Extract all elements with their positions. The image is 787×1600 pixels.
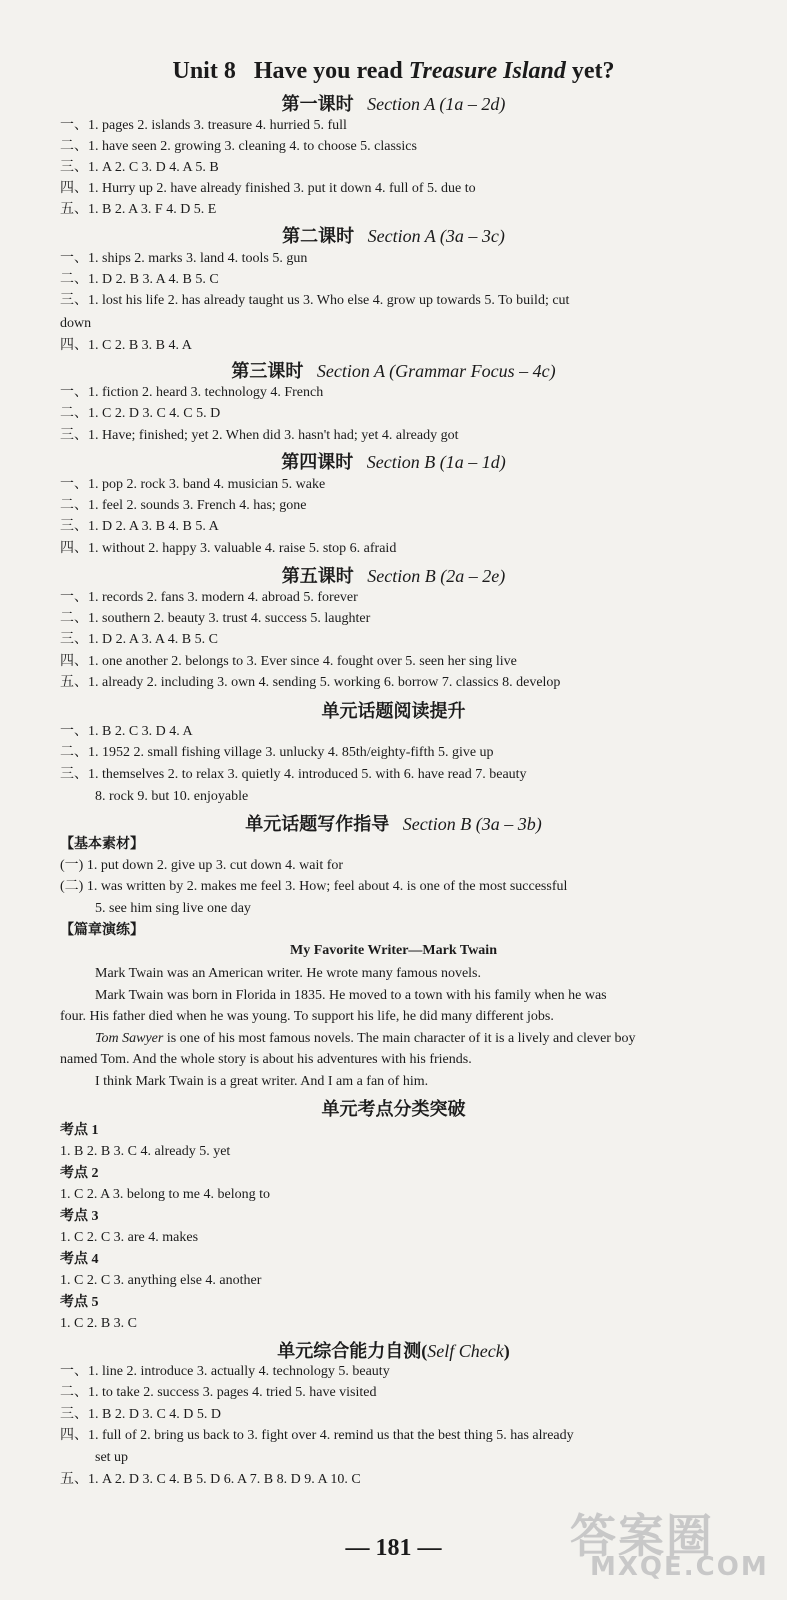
answer-line: 二、1. have seen 2. growing 3. cleaning 4. to choose 5. classics bbox=[60, 139, 417, 154]
answer-line: 三、1. D 2. A 3. B 4. B 5. A bbox=[60, 519, 219, 534]
page-number: — 181 — bbox=[345, 1535, 442, 1561]
kaodian-label: 考点 3 bbox=[60, 1209, 99, 1224]
answer-line: 一、1. records 2. fans 3. modern 4. abroad 5. forever bbox=[60, 590, 358, 605]
answer-line: 四、1. C 2. B 3. B 4. A bbox=[60, 338, 192, 353]
answer-line: (一) 1. put down 2. give up 3. cut down 4. wait for bbox=[60, 858, 344, 873]
answer-line: down bbox=[60, 316, 92, 331]
answer-line: 二、1. 1952 2. small fishing village 3. unlucky 4. 85th/eighty-fifth 5. give up bbox=[60, 745, 494, 760]
title-tail: yet? bbox=[571, 58, 615, 84]
section-cn: 第三课时 bbox=[231, 361, 304, 381]
section-cn: 第四课时 bbox=[281, 452, 354, 472]
answer-line: 1. C 2. C 3. anything else 4. another bbox=[60, 1273, 262, 1288]
essay-paragraph: named Tom. And the whole story is about his adventures with his friends. bbox=[60, 1052, 472, 1067]
answer-line: 四、1. Hurry up 2. have already finished 3. put it down 4. full of 5. due to bbox=[60, 181, 476, 196]
section-en: Section A (Grammar Focus – 4c) bbox=[316, 361, 556, 381]
answer-line: 三、1. D 2. A 3. A 4. B 5. C bbox=[60, 632, 218, 647]
answer-line: 二、1. to take 2. success 3. pages 4. tried 5. have visited bbox=[60, 1385, 377, 1400]
answer-line: 三、1. A 2. C 3. D 4. A 5. B bbox=[60, 160, 219, 175]
watermark-logo bbox=[570, 1500, 770, 1580]
title-text: Have you read bbox=[253, 58, 403, 84]
answer-line: 一、1. fiction 2. heard 3. technology 4. French bbox=[60, 385, 324, 400]
section-cn: 单元综合能力自测( bbox=[277, 1341, 428, 1361]
section-heading-4 bbox=[0, 448, 787, 474]
section-en: Section A (3a – 3c) bbox=[367, 226, 505, 246]
section-heading-7 bbox=[0, 810, 787, 836]
essay-paragraph bbox=[95, 1029, 785, 1048]
answer-line: 三、1. B 2. D 3. C 4. D 5. D bbox=[60, 1407, 222, 1422]
section-heading-2 bbox=[0, 222, 787, 248]
answer-line: 三、1. lost his life 2. has already taught us 3. Who else 4. grow up towards 5. To build; cut bbox=[60, 293, 570, 308]
section-en: Section B (3a – 3b) bbox=[402, 814, 542, 834]
answer-line: 5. see him sing live one day bbox=[95, 901, 251, 916]
section-cn: 第二课时 bbox=[282, 226, 355, 246]
section-heading-6 bbox=[0, 697, 787, 723]
section-close: ) bbox=[503, 1341, 510, 1361]
section-en: Section A (1a – 2d) bbox=[367, 94, 506, 114]
watermark-top: 答案圈 bbox=[570, 1509, 714, 1563]
answer-line: 一、1. pop 2. rock 3. band 4. musician 5. wake bbox=[60, 477, 326, 492]
book-title: Tom Sawyer bbox=[95, 1031, 164, 1046]
answer-line: 二、1. C 2. D 3. C 4. C 5. D bbox=[60, 406, 221, 421]
answer-line: 一、1. line 2. introduce 3. actually 4. technology 5. beauty bbox=[60, 1364, 390, 1379]
essay-paragraph: Mark Twain was an American writer. He wrote many famous novels. bbox=[95, 966, 481, 981]
section-cn: 第五课时 bbox=[281, 566, 354, 586]
answer-line: 8. rock 9. but 10. enjoyable bbox=[95, 789, 249, 804]
answer-line: 1. C 2. B 3. C bbox=[60, 1316, 138, 1331]
title-book: Treasure Island bbox=[408, 58, 566, 84]
answer-line: 1. B 2. B 3. C 4. already 5. yet bbox=[60, 1144, 231, 1159]
section-heading-5 bbox=[0, 562, 787, 588]
answer-line: 五、1. B 2. A 3. F 4. D 5. E bbox=[60, 202, 217, 217]
section-heading-8 bbox=[0, 1095, 787, 1121]
answer-line: 四、1. without 2. happy 3. valuable 4. raise 5. stop 6. afraid bbox=[60, 541, 397, 556]
answer-line: 四、1. one another 2. belongs to 3. Ever since 4. fought over 5. seen her sing live bbox=[60, 654, 517, 669]
watermark-bottom: MXQE.COM bbox=[590, 1552, 769, 1582]
answer-line: (二) 1. was written by 2. makes me feel 3. How; feel about 4. is one of the most successful bbox=[60, 879, 568, 894]
practice-label: 【篇章演练】 bbox=[60, 923, 144, 938]
section-heading-3 bbox=[0, 357, 787, 383]
kaodian-label: 考点 1 bbox=[60, 1123, 99, 1138]
section-en: Section B (1a – 1d) bbox=[366, 452, 506, 472]
page-title bbox=[0, 58, 787, 85]
essay-title: My Favorite Writer—Mark Twain bbox=[290, 943, 497, 958]
section-cn: 单元话题写作指导 bbox=[245, 814, 390, 834]
answer-line: 二、1. feel 2. sounds 3. French 4. has; gone bbox=[60, 498, 307, 513]
section-heading-1 bbox=[0, 90, 787, 116]
answer-line: set up bbox=[95, 1450, 129, 1465]
unit-label: Unit 8 bbox=[172, 58, 236, 84]
kaodian-label: 考点 4 bbox=[60, 1252, 99, 1267]
essay-paragraph: I think Mark Twain is a great writer. And I am a fan of him. bbox=[95, 1074, 429, 1089]
section-cn: 第一课时 bbox=[281, 94, 354, 114]
answer-line: 一、1. B 2. C 3. D 4. A bbox=[60, 724, 193, 739]
section-heading-9 bbox=[0, 1337, 787, 1363]
material-label: 【基本素材】 bbox=[60, 837, 144, 852]
essay-paragraph: Mark Twain was born in Florida in 1835. He moved to a town with his family when he was bbox=[95, 988, 607, 1003]
answer-line: 五、1. A 2. D 3. C 4. B 5. D 6. A 7. B 8. D 9. A 10. C bbox=[60, 1472, 361, 1487]
answer-line: 一、1. pages 2. islands 3. treasure 4. hurried 5. full bbox=[60, 118, 347, 133]
answer-line: 三、1. themselves 2. to relax 3. quietly 4. introduced 5. with 6. have read 7. beauty bbox=[60, 767, 527, 782]
section-cn: 单元考点分类突破 bbox=[321, 1099, 466, 1119]
answer-line: 一、1. ships 2. marks 3. land 4. tools 5. gun bbox=[60, 251, 308, 266]
answer-line: 二、1. southern 2. beauty 3. trust 4. success 5. laughter bbox=[60, 611, 371, 626]
essay-paragraph: four. His father died when he was young. To support his life, he did many different jobs. bbox=[60, 1009, 554, 1024]
answer-line: 五、1. already 2. including 3. own 4. sending 5. working 6. borrow 7. classics 8. develop bbox=[60, 675, 561, 690]
kaodian-label: 考点 2 bbox=[60, 1166, 99, 1181]
kaodian-label: 考点 5 bbox=[60, 1295, 99, 1310]
answer-line: 四、1. full of 2. bring us back to 3. fight over 4. remind us that the best thing 5. has already bbox=[60, 1428, 574, 1443]
essay-text: is one of his most famous novels. The main character of it is a lively and clever boy bbox=[163, 1031, 636, 1046]
answer-line: 二、1. D 2. B 3. A 4. B 5. C bbox=[60, 272, 219, 287]
section-en: Self Check bbox=[427, 1341, 504, 1361]
answer-line: 三、1. Have; finished; yet 2. When did 3. hasn't had; yet 4. already got bbox=[60, 428, 459, 443]
section-cn: 单元话题阅读提升 bbox=[321, 701, 466, 721]
answer-line: 1. C 2. C 3. are 4. makes bbox=[60, 1230, 199, 1245]
answer-line: 1. C 2. A 3. belong to me 4. belong to bbox=[60, 1187, 270, 1202]
section-en: Section B (2a – 2e) bbox=[367, 566, 506, 586]
